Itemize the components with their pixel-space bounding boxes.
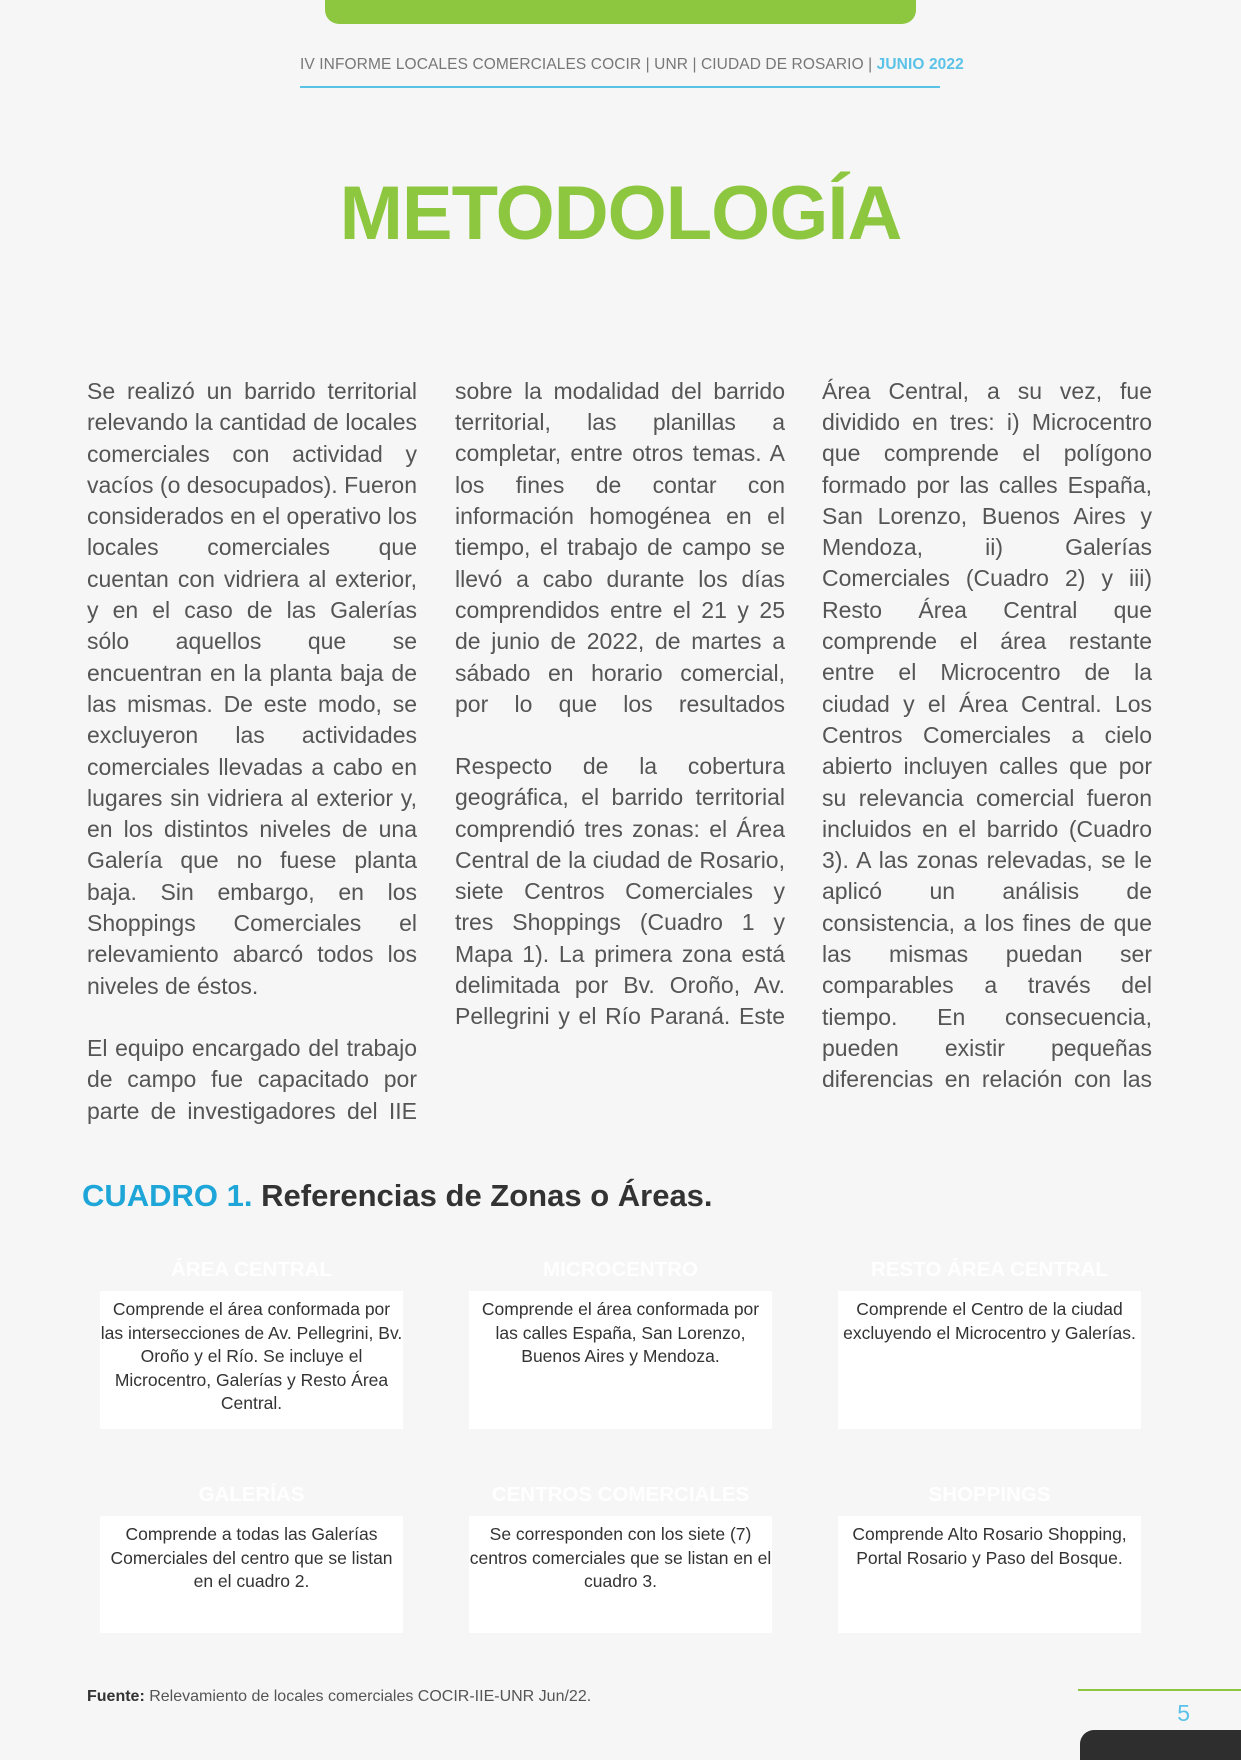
zone-box-text: Comprende a todas las Galerías Comerciales del centro que se listan en el cuadro 2. — [100, 1516, 403, 1633]
paragraph-1: Se realizó un barrido territorial relevando la cantidad de locales comerciales con actividad y vacíos (o desocupados). Fueron considerados en el operativo los locales comerciales que cuentan con vidriera al exterior, y en el caso de las Galerías sólo aquellos que se encuentran en la planta baja de las mismas. De este modo, se excluyeron las actividades comerciales llevadas a cabo en lugares sin vidriera al exterior y, en los distintos niveles de una Galería que no fuese planta baja. Sin embargo, en los Shoppings Comerciales el relevamiento abarcó todos los niveles de éstos. — [87, 378, 417, 999]
running-header — [300, 56, 964, 74]
zone-box-title: CENTROS COMERCIALES — [491, 1483, 750, 1506]
paragraph-3: Respecto de la cobertura geográfica, el barrido territorial comprendió tres zonas: el Área Central de la ciudad de Rosario, siete Centros Comerciales y tres Shoppings (Cuadro 1 y Mapa 1). La primera zona está delimitada por Bv. Oroño, Av. Pellegrini y el Río Paraná. Este — [455, 753, 785, 1030]
zone-box-title: MICROCENTRO — [543, 1258, 698, 1281]
page-number: 5 — [1177, 1700, 1190, 1726]
column-2-paragraph-3-viewport — [455, 751, 785, 1033]
header-date: JUNIO 2022 — [876, 56, 964, 73]
column-3-viewport — [822, 376, 1152, 1096]
zone-box-area-central — [89, 1249, 414, 1440]
paragraph-2-flow: sobre la modalidad del barrido territorial, las planillas a completar, entre otros temas. A los fines de contar con información homogénea en el tiempo, el trabajo de campo se llevó a cabo durante los días comprendidos entre el 21 y 25 de junio de 2022, de martes a sábado en horario comercial, por lo que los resultados — [455, 377, 785, 717]
zone-box-title: GALERÍAS — [198, 1483, 305, 1506]
text-column-3 — [822, 376, 1152, 1096]
paragraph-3-flow: Área Central, a su vez, fue dividido en tres: i) Microcentro que comprende el polígono formado por las calles España, San Lorenzo, Buenos Aires y Mendoza, ii) Galerías Comerciales (Cuadro 2) y iii) Resto Área Central que comprende el área restante entre el Microcentro de la ciudad y el Área Central. Los Centros Comerciales a cielo abierto incluyen calles que por su relevancia comercial fueron incluidos en el barrido (Cuadro 3). A las zonas relevadas, se le aplicó un análisis de consistencia, a los fines de que las mismas puedan ser comparables a través del tiempo. En consecuencia, pueden existir pequeñas diferencias en relación con las — [822, 377, 1152, 1093]
column-2-viewport — [455, 376, 785, 720]
zone-box-text: Se corresponden con los siete (7) centros comerciales que se listan en el cuadro 3. — [469, 1516, 772, 1633]
page-number-rule — [1078, 1689, 1241, 1691]
source-label: Fuente: — [87, 1688, 145, 1705]
top-decorative-tab — [325, 0, 916, 24]
zone-box-microcentro — [458, 1249, 783, 1440]
bottom-decorative-tab — [1080, 1730, 1241, 1760]
paragraph-2-start — [87, 1033, 417, 1127]
zone-box-centros-comerciales — [458, 1474, 783, 1644]
text-column-2 — [455, 376, 785, 1033]
zone-box-text: Comprende el área conformada por las intersecciones de Av. Pellegrini, Bv. Oroño y el Río. Se incluye el Microcentro, Galerías y Resto Área Central. — [100, 1291, 403, 1429]
table-caption — [82, 1178, 713, 1214]
source-text: Relevamiento de locales comerciales COCIR-IIE-UNR Jun/22. — [144, 1688, 592, 1705]
paragraph-2-text: El equipo encargado del trabajo de campo fue capacitado por parte de investigadores del IIE — [87, 1034, 417, 1124]
zone-box-text: Comprende Alto Rosario Shopping, Portal Rosario y Paso del Bosque. — [838, 1516, 1141, 1633]
zone-box-title: ÁREA CENTRAL — [171, 1258, 332, 1281]
zone-box-shoppings — [827, 1474, 1152, 1644]
zone-box-title: RESTO ÁREA CENTRAL — [871, 1258, 1108, 1281]
zone-box-galerias — [89, 1474, 414, 1644]
text-column-1 — [87, 376, 417, 1127]
table-title: Referencias de Zonas o Áreas. — [252, 1178, 713, 1213]
header-rule — [300, 86, 940, 88]
zone-box-resto-area-central — [827, 1249, 1152, 1440]
table-number: CUADRO 1. — [82, 1178, 253, 1213]
zone-box-title: SHOPPINGS — [928, 1483, 1051, 1506]
header-text: IV INFORME LOCALES COMERCIALES COCIR | UNR | CIUDAD DE ROSARIO | — [300, 56, 877, 73]
source-note — [87, 1688, 591, 1706]
zone-box-text: Comprende el Centro de la ciudad excluyendo el Microcentro y Galerías. — [838, 1291, 1141, 1429]
zone-box-text: Comprende el área conformada por las calles España, San Lorenzo, Buenos Aires y Mendoza. — [469, 1291, 772, 1429]
page-title: METODOLOGÍA — [339, 171, 902, 256]
